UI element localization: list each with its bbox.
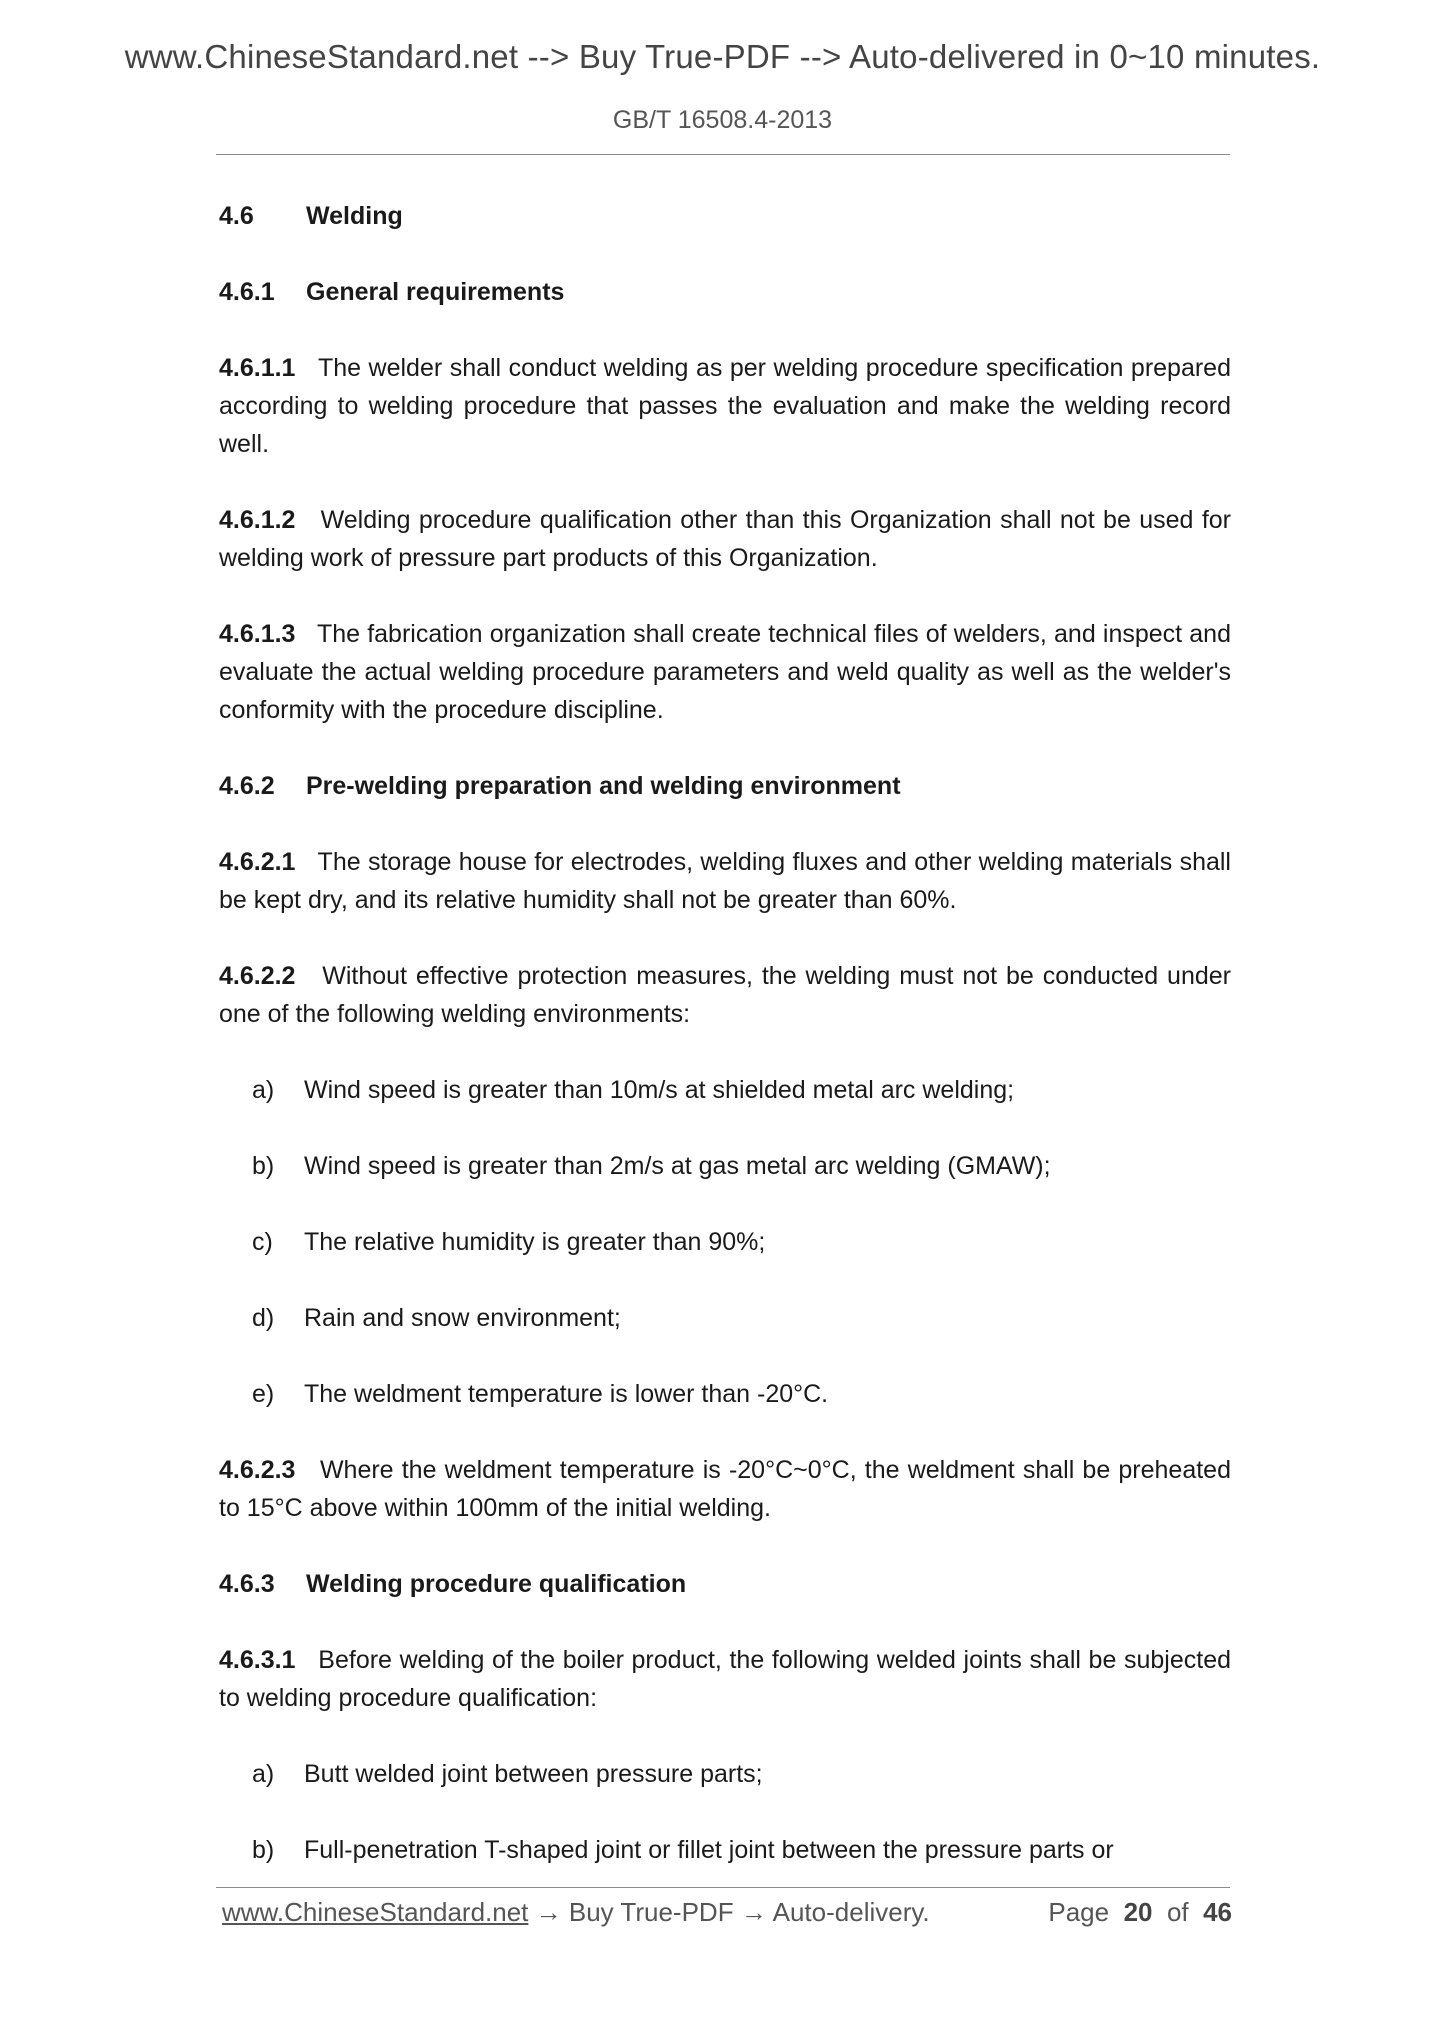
footer-site-link[interactable]: www.ChineseStandard.net [222, 1897, 529, 1927]
arrow-right-icon: → [740, 1897, 767, 1927]
standard-code: GB/T 16508.4-2013 [612, 106, 833, 134]
arrow-right-icon: → [535, 1897, 562, 1927]
clause-4-6-1-3: 4.6.1.3 The fabrication organization shall create technical files of welders, and inspect and evaluate the actual welding procedure parameters and weld quality as well as the welder's conformity with the procedure discipline. [219, 620, 1231, 724]
header-divider [216, 154, 1230, 155]
heading-4-6-2: 4.6.2 Pre-welding preparation and welding environment [219, 772, 901, 800]
footer-buy-text: Buy True-PDF [568, 1897, 734, 1927]
page-footer [222, 1897, 1232, 1928]
banner-text: www.ChineseStandard.net --> Buy True-PDF --> Auto-delivered in 0~10 minutes. [124, 38, 1321, 75]
list-item: c) The relative humidity is greater than 90%; [252, 1228, 766, 1256]
footer-delivery-text: Auto-delivery. [772, 1897, 930, 1927]
list-item: a) Butt welded joint between pressure parts; [252, 1760, 763, 1788]
clause-4-6-2-3: 4.6.2.3 Where the weldment temperature is -20°C~0°C, the weldment shall be preheated to 15°C above within 100mm of the initial welding. [219, 1456, 1231, 1522]
page-total: 46 [1203, 1897, 1232, 1927]
clause-4-6-3-1: 4.6.3.1 Before welding of the boiler product, the following welded joints shall be subjected to welding procedure qualification: [219, 1646, 1231, 1712]
clause-4-6-1-2: 4.6.1.2 Welding procedure qualification other than this Organization shall not be used for welding work of pressure part products of this Organization. [219, 506, 1232, 572]
clause-4-6-1-1: 4.6.1.1 The welder shall conduct welding as per welding procedure specification prepared according to welding procedure that passes the evaluation and make the welding record well. [219, 354, 1231, 458]
list-item: b) Wind speed is greater than 2m/s at gas metal arc welding (GMAW); [252, 1152, 1051, 1180]
clause-4-6-2-2: 4.6.2.2 Without effective protection measures, the welding must not be conducted under one of the following welding environments: [219, 962, 1231, 1028]
list-item: b) Full-penetration T-shaped joint or fillet joint between the pressure parts or [252, 1836, 1114, 1864]
document-body [219, 197, 1231, 1869]
list-item: a) Wind speed is greater than 10m/s at shielded metal arc welding; [252, 1076, 1015, 1104]
page-number: 20 [1123, 1897, 1153, 1927]
list-item: e) The weldment temperature is lower than -20°C. [252, 1380, 829, 1408]
footer-divider [216, 1887, 1230, 1888]
clause-4-6-2-1: 4.6.2.1 The storage house for electrodes, welding fluxes and other welding materials shall be kept dry, and its relative humidity shall not be greater than 60%. [219, 848, 1231, 914]
page-indicator: Page 20 of 46 [1048, 1897, 1232, 1927]
list-item: d) Rain and snow environment; [252, 1304, 621, 1332]
heading-4-6-1: 4.6.1 General requirements [219, 278, 565, 306]
heading-4-6-3: 4.6.3 Welding procedure qualification [219, 1570, 687, 1598]
heading-4-6: 4.6 Welding [219, 202, 403, 230]
